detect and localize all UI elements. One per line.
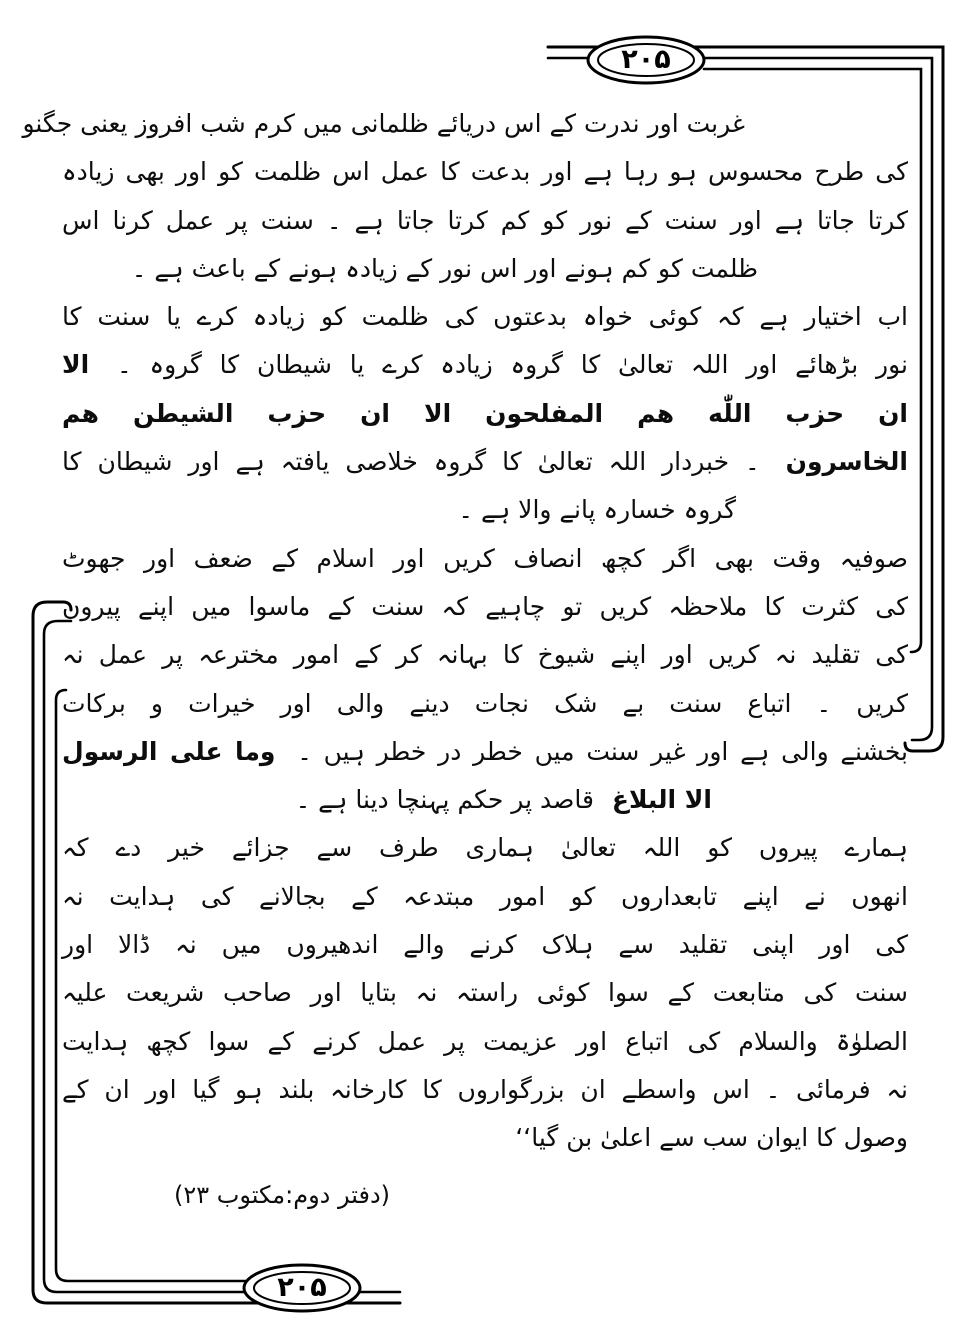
text-line [62,728,908,776]
arabic-text-segment: الخاسرون [785,447,909,477]
text-line [62,197,908,245]
text-line [62,873,908,921]
text-segment: بخشنے والی ہے اور غیر سنت میں خطر در خطر ہیں ۔ [297,736,908,766]
text-segment: ۔ خبردار اللہ تعالیٰ کا گروہ خلاصی یافتہ ہے اور شیطان کا [62,447,760,477]
arabic-text-segment: وما علی الرسول [62,736,276,766]
text-segment: کی طرح محسوس ہو رہا ہے اور بدعت کا عمل اس ظلمت کو اور بھی زیادہ [62,157,908,187]
text-segment: سنت کی متابعت کے سوا کوئی راستہ نہ بتایا اور صاحب شریعت علیہ [62,978,908,1008]
text-line [62,824,908,872]
text-segment: کی اور اپنی تقلید سے ہلاک کرنے والے اندھیروں میں نہ ڈالا اور [62,930,908,960]
text-segment: ظلمت کو کم ہونے اور اس نور کے زیادہ ہونے کے باعث ہے ۔ [131,253,758,283]
text-segment: ہمارے پیروں کو اللہ تعالیٰ ہماری طرف سے جزائے خیر دے کہ [62,833,908,863]
arabic-text-segment: ان حزب اللّٰه هم المفلحون الا ان حزب الشيطن هم [62,398,908,428]
text-line [62,486,736,534]
text-line [62,583,908,631]
text-line [62,680,908,728]
text-line [62,776,712,824]
text-segment: کی کثرت کا ملاحظہ کریں تو چاہیے کہ سنت کے ماسوا میں اپنے پیروں [62,591,908,621]
text-line [62,631,908,679]
page-number-bottom: ۲۰۵ [277,1272,327,1303]
arabic-text-segment: الا [62,350,90,380]
body-text [22,100,909,1219]
text-line [62,921,908,969]
text-segment: الصلوٰۃ والسلام کی اتباع اور عزیمت پر عمل کرنے کے سوا کچھ ہدایت [62,1026,908,1056]
text-segment: کریں ۔ اتباع سنت بے شک نجات دینے والی اور خیرات و برکات [62,688,908,718]
text-line [62,1018,908,1066]
arabic-text-line [62,390,908,438]
text-segment: قاصد پر حکم پہنچا دینا ہے ۔ [295,785,594,815]
text-segment: گروہ خسارہ پانے والا ہے ۔ [458,495,736,525]
text-segment: اب اختیار ہے کہ کوئی خواہ بدعتوں کی ظلمت کو زیادہ کرے یا سنت کا [62,302,908,332]
text-line [62,148,908,196]
text-segment: وصول کا ایوان سب سے اعلیٰ بن گیا‘‘ [515,1123,908,1153]
arabic-text-segment: الا البلاغ [611,785,712,815]
text-segment: صوفیہ وقت بھی اگر کچھ انصاف کریں اور اسلام کے ضعف اور جھوٹ [62,543,908,573]
text-segment: نہ فرمائی ۔ اس واسطے ان بزرگواروں کا کارخانہ بلند ہو گیا اور ان کے [62,1074,908,1104]
text-line [62,535,908,583]
text-line [62,1114,908,1162]
text-segment: کی تقلید نہ کریں اور اپنے شیوخ کا بہانہ کر کے امور مخترعہ پر عمل نہ [62,640,908,670]
text-segment: کرتا جاتا ہے اور سنت کے نور کو کم کرتا جاتا ہے ۔ سنت پر عمل کرنا اس [62,205,908,235]
text-line [62,245,758,293]
text-segment: غربت اور ندرت کے اس دریائے ظلمانی میں کرم شب افروز یعنی جگنو [22,109,745,138]
text-line [62,438,908,486]
text-segment: نور بڑھائے اور اللہ تعالیٰ کا گروہ زیادہ کرے یا شیطان کا گروہ ۔ [117,350,908,380]
text-line [62,293,908,341]
citation-line: (دفتر دوم:مکتوب ۲۳) [174,1180,390,1209]
page-number-top: ۲۰۵ [621,44,671,75]
text-line [22,100,745,148]
text-line [62,969,908,1017]
text-line [62,1066,908,1114]
text-line [62,341,908,389]
text-segment: انھوں نے اپنے تابعداروں کو امور مبتدعہ کے بجالانے کی ہدایت نہ [62,881,908,911]
